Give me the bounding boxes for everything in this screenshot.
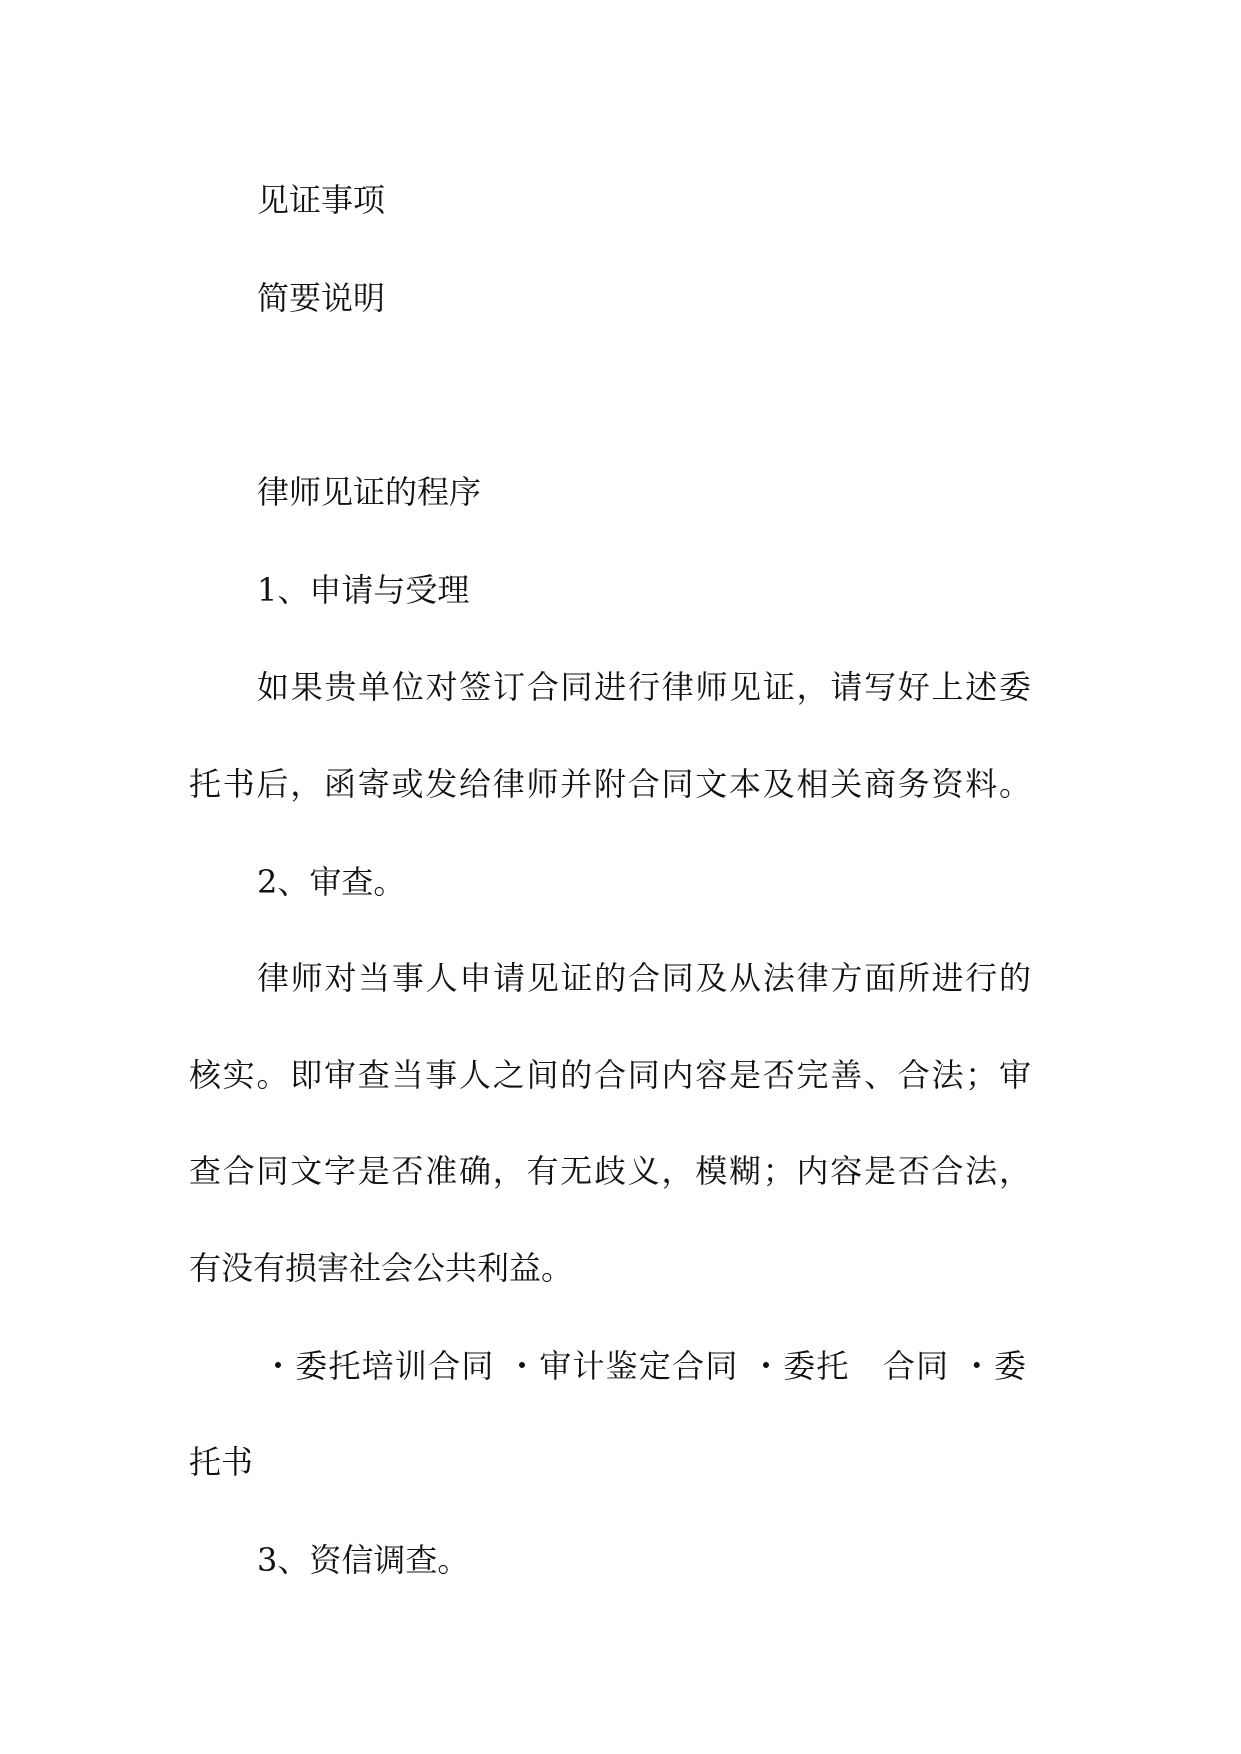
paragraph-1-line-2: 托书后，函寄或发给律师并附合同文本及相关商务资料。	[189, 765, 1031, 803]
paragraph-2-line-4: 有没有损害社会公共利益。	[189, 1249, 574, 1287]
step-3-heading: 3、资信调查。	[257, 1541, 470, 1579]
related-links-line-2: 托书	[189, 1443, 254, 1481]
paragraph-2-line-2: 核实。即审查当事人之间的合同内容是否完善、合法；审	[189, 1056, 1031, 1094]
section-heading: 律师见证的程序	[257, 473, 482, 511]
paragraph-2-line-1: 律师对当事人申请见证的合同及从法律方面所进行的	[257, 959, 1031, 997]
item-heading: 见证事项	[257, 181, 386, 219]
paragraph-2-line-3: 查合同文字是否准确，有无歧义，模糊；内容是否合法，	[189, 1152, 1031, 1190]
step-1-heading: 1、申请与受理	[257, 571, 470, 609]
related-links-line-1: ・委托培训合同 ・审计鉴定合同 ・委托 合同 ・委	[262, 1347, 1026, 1385]
step-2-heading: 2、审查。	[257, 863, 406, 901]
paragraph-1-line-1: 如果贵单位对签订合同进行律师见证，请写好上述委	[257, 668, 1031, 706]
summary-heading: 简要说明	[257, 279, 386, 317]
